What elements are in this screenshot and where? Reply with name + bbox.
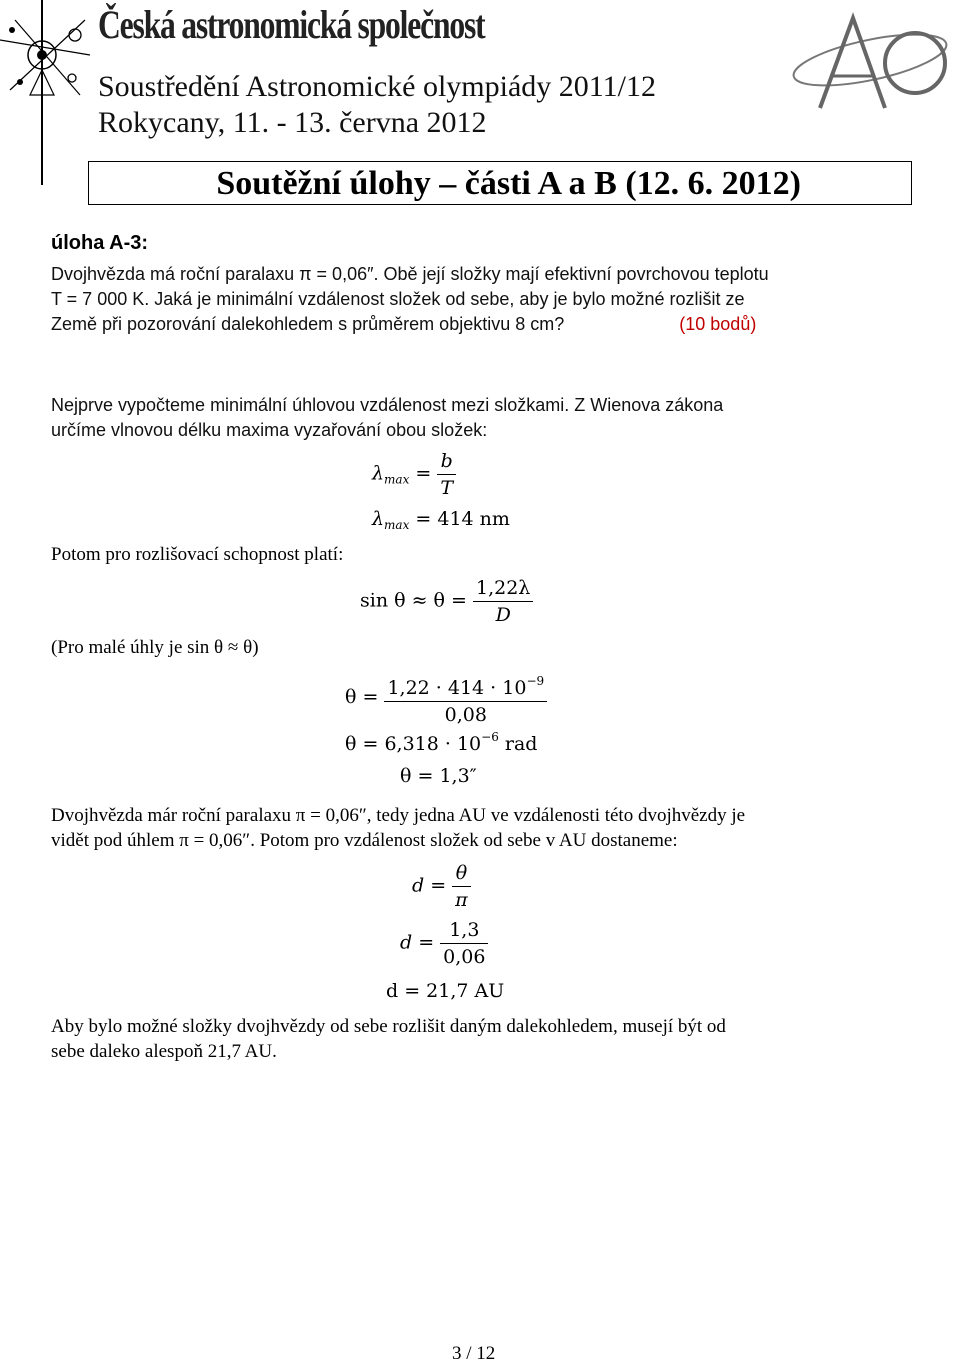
- resolution-equation: sin θ ≈ θ = $\frac{1,22\lambda}{D}$: [360, 575, 533, 628]
- task-text-line1: Dvojhvězda má roční paralaxu π = 0,06″. Obě její složky mají efektivní povrchovou teplotu: [51, 264, 769, 284]
- task-points: (10 bodů): [679, 314, 757, 334]
- distance-formula: d = $\frac{\theta}{\pi}$: [412, 860, 471, 913]
- event-place-date: Rokycany, 11. - 13. června 2012: [98, 106, 487, 139]
- olympiad-logo: [785, 8, 955, 118]
- event-name: Soustředění Astronomické olympiády 2011/12: [98, 70, 657, 103]
- small-angle-note: (Pro malé úhly je sin θ ≈ θ): [51, 637, 259, 658]
- task-text-line2: T = 7 000 K. Jaká je minimální vzdálenost složek od sebe, aby je bylo možné rozlišit ze: [51, 289, 745, 309]
- parallax-line2: vidět pod úhlem π = 0,06″. Potom pro vzdálenost složek od sebe v AU dostaneme:: [51, 830, 678, 851]
- task-label: úloha A-3:: [51, 232, 149, 254]
- organization-title: Česká astronomická společnost: [98, 2, 485, 47]
- distance-result: d = 21,7 AU: [386, 980, 505, 1002]
- solution-intro-line2: určíme vlnovou délku maxima vyzařování obou složek:: [51, 420, 488, 440]
- distance-substitution: d = $\frac{1,3}{0,06}$: [400, 917, 488, 970]
- task-question: Země při pozorování dalekohledem s průměrem objektivu 8 cm?: [51, 314, 565, 334]
- conclusion-line1: Aby bylo možné složky dvojhvězdy od sebe rozlišit daným dalekohledem, musejí být od: [51, 1016, 726, 1037]
- wien-law-equation: $\lambda_{max}$ = $\frac{b}{T}$: [372, 448, 456, 501]
- theta-arcsec: θ = 1,3″: [400, 765, 477, 787]
- resolution-text: Potom pro rozlišovací schopnost platí:: [51, 544, 344, 565]
- theta-radians: $\theta = 6,318 \cdot 10^{-6}$ rad: [345, 730, 538, 755]
- society-star-logo: [0, 0, 100, 190]
- task-text-line3: [51, 312, 756, 337]
- theta-fraction-equation: θ = $\frac{1,22 \cdot 414 \cdot 10^{-9}}{0,08}$: [345, 668, 547, 728]
- section-title-box: [88, 161, 912, 205]
- conclusion-line2: sebe daleko alespoň 21,7 AU.: [51, 1041, 277, 1062]
- page-number: 3 / 12: [452, 1343, 496, 1364]
- section-title: Soutěžní úlohy – části A a B (12. 6. 2012): [216, 165, 801, 202]
- solution-intro-line1: Nejprve vypočteme minimální úhlovou vzdálenost mezi složkami. Z Wienova zákona: [51, 395, 724, 415]
- parallax-line1: Dvojhvězda már roční paralaxu π = 0,06″, tedy jedna AU ve vzdálenosti této dvojhvězdy je: [51, 805, 746, 826]
- wavelength-result: $\lambda_{max} = 414$ nm: [372, 508, 510, 532]
